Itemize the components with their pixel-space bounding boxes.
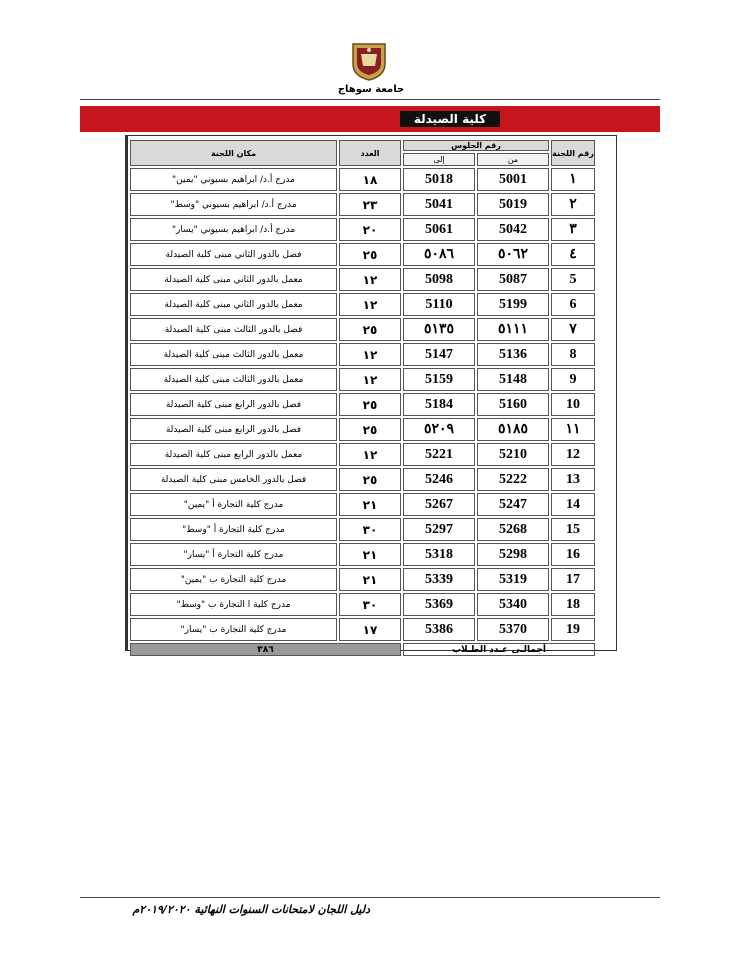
footer-caption: دليل اللجان لامتحانات السنوات النهائية ٢٠١٩/٢٠٢٠م: [132, 903, 370, 916]
committee-place: فصل بالدور الثالث مبنى كلية الصيدلة: [130, 318, 337, 341]
committee-number: 12: [551, 443, 595, 466]
seat-to: 5061: [403, 218, 475, 241]
seat-to: ٥٢٠٩: [403, 418, 475, 441]
seat-from: 5001: [477, 168, 549, 191]
student-count: ٢١: [339, 568, 401, 591]
student-count: ١٢: [339, 443, 401, 466]
seat-to: 5184: [403, 393, 475, 416]
seat-from: 5298: [477, 543, 549, 566]
seat-to: 5386: [403, 618, 475, 641]
header-count: العدد: [339, 140, 401, 166]
seat-from: 5042: [477, 218, 549, 241]
total-students-value: ٣٨٦: [130, 643, 401, 656]
seat-to: 5041: [403, 193, 475, 216]
table-row: [130, 368, 595, 391]
university-name: جامعة سوهاج: [337, 84, 405, 95]
committee-number: 9: [551, 368, 595, 391]
seat-from: ٥٠٦٢: [477, 243, 549, 266]
student-count: ٢٥: [339, 418, 401, 441]
faculty-banner: [80, 106, 660, 132]
committee-place: مدرج أ.د/ ابراهيم بسيوني "يسار": [130, 218, 337, 241]
seat-to: 5246: [403, 468, 475, 491]
committee-number: 18: [551, 593, 595, 616]
table-row: [130, 493, 595, 516]
table-row: [130, 468, 595, 491]
table-row: [130, 343, 595, 366]
committee-number: 13: [551, 468, 595, 491]
student-count: ٢٥: [339, 393, 401, 416]
student-count: ٢٥: [339, 318, 401, 341]
header-committee-number: رقم اللجنة: [551, 140, 595, 166]
committees-table: [128, 138, 597, 658]
student-count: ٢١: [339, 493, 401, 516]
committee-place: معمل بالدور الثالث مبنى كلية الصيدلة: [130, 343, 337, 366]
table-row: [130, 293, 595, 316]
committee-place: معمل بالدور الرابع مبنى كلية الصيدلة: [130, 443, 337, 466]
committee-number: ١١: [551, 418, 595, 441]
committee-number: 10: [551, 393, 595, 416]
seat-from: 5136: [477, 343, 549, 366]
seat-to: 5159: [403, 368, 475, 391]
seat-from: 5148: [477, 368, 549, 391]
table-row: [130, 543, 595, 566]
header-divider: [80, 99, 660, 100]
committee-number: ٧: [551, 318, 595, 341]
committee-number: ١: [551, 168, 595, 191]
committee-place: معمل بالدور الثالث مبنى كلية الصيدلة: [130, 368, 337, 391]
committee-place: معمل بالدور الثاني مبنى كلية الصيدلة: [130, 268, 337, 291]
student-count: ١٢: [339, 268, 401, 291]
table-row: [130, 393, 595, 416]
table-row: [130, 268, 595, 291]
committee-place: مدرج كلية التجارة أ "يسار": [130, 543, 337, 566]
seat-to: 5018: [403, 168, 475, 191]
student-count: ١٧: [339, 618, 401, 641]
seat-to: 5267: [403, 493, 475, 516]
committee-number: 16: [551, 543, 595, 566]
committee-place: مدرج أ.د/ ابراهيم بسيوني "وسط": [130, 193, 337, 216]
seat-from: 5247: [477, 493, 549, 516]
student-count: ٢٠: [339, 218, 401, 241]
seat-from: 5340: [477, 593, 549, 616]
seat-from: 5210: [477, 443, 549, 466]
committee-number: ٣: [551, 218, 595, 241]
seat-to: 5098: [403, 268, 475, 291]
seat-to: 5297: [403, 518, 475, 541]
committee-number: 6: [551, 293, 595, 316]
committee-number: 15: [551, 518, 595, 541]
table-row: [130, 593, 595, 616]
table-row: [130, 618, 595, 641]
seat-to: 5339: [403, 568, 475, 591]
seat-to: 5110: [403, 293, 475, 316]
seat-to: ٥١٣٥: [403, 318, 475, 341]
student-count: ٢٥: [339, 468, 401, 491]
seat-to: 5147: [403, 343, 475, 366]
university-logo: [349, 40, 389, 82]
committee-place: مدرج أ.د/ ابراهيم بسيوني "يمين": [130, 168, 337, 191]
committee-place: مدرج كلية ا التجارة ب "وسط": [130, 593, 337, 616]
seat-from: ٥١١١: [477, 318, 549, 341]
seat-to: ٥٠٨٦: [403, 243, 475, 266]
table-row: [130, 243, 595, 266]
seat-to: 5318: [403, 543, 475, 566]
committee-number: 8: [551, 343, 595, 366]
header-to: إلى: [403, 153, 475, 166]
seat-from: 5222: [477, 468, 549, 491]
student-count: ١٨: [339, 168, 401, 191]
table-row: [130, 218, 595, 241]
committee-place: فصل بالدور الخامس مبنى كلية الصيدلة: [130, 468, 337, 491]
committee-place: فصل بالدور الثاني مبنى كلية الصيدلة: [130, 243, 337, 266]
committee-place: مدرج كلية التجارة ب "يسار": [130, 618, 337, 641]
table-row: [130, 168, 595, 191]
student-count: ١٢: [339, 293, 401, 316]
seat-from: 5199: [477, 293, 549, 316]
committee-place: فصل بالدور الرابع مبنى كلية الصيدلة: [130, 393, 337, 416]
table-row: [130, 443, 595, 466]
student-count: ١٢: [339, 343, 401, 366]
table-row: [130, 518, 595, 541]
committee-number: 5: [551, 268, 595, 291]
seat-from: 5268: [477, 518, 549, 541]
seat-from: 5160: [477, 393, 549, 416]
total-students-label: أجمالـى عـدد الطـلاب: [403, 643, 595, 656]
seat-from: ٥١٨٥: [477, 418, 549, 441]
committee-place: مدرج كلية التجارة أ "وسط": [130, 518, 337, 541]
student-count: ١٢: [339, 368, 401, 391]
table-row: [130, 318, 595, 341]
committee-place: فصل بالدور الرابع مبنى كلية الصيدلة: [130, 418, 337, 441]
student-count: ٢٣: [339, 193, 401, 216]
table-row: [130, 418, 595, 441]
seat-from: 5087: [477, 268, 549, 291]
committee-number: 14: [551, 493, 595, 516]
committee-number: 17: [551, 568, 595, 591]
committee-place: مدرج كلية التجارة ب "يمين": [130, 568, 337, 591]
footer-divider: [80, 897, 660, 898]
committee-place: معمل بالدور الثاني مبنى كلية الصيدلة: [130, 293, 337, 316]
seat-to: 5221: [403, 443, 475, 466]
header-seat-number: رقم الجلوس: [403, 140, 549, 151]
committee-number: 19: [551, 618, 595, 641]
faculty-title: كلية الصيدلة: [400, 111, 500, 127]
seat-from: 5319: [477, 568, 549, 591]
header-from: من: [477, 153, 549, 166]
table-row: [130, 568, 595, 591]
student-count: ٢٥: [339, 243, 401, 266]
seat-from: 5370: [477, 618, 549, 641]
committee-number: ٢: [551, 193, 595, 216]
student-count: ٣٠: [339, 518, 401, 541]
committee-number: ٤: [551, 243, 595, 266]
table-row: [130, 193, 595, 216]
student-count: ٢١: [339, 543, 401, 566]
student-count: ٣٠: [339, 593, 401, 616]
seat-from: 5019: [477, 193, 549, 216]
seat-to: 5369: [403, 593, 475, 616]
committee-place: مدرج كلية التجارة أ "يمين": [130, 493, 337, 516]
header-place: مكان اللجنة: [130, 140, 337, 166]
